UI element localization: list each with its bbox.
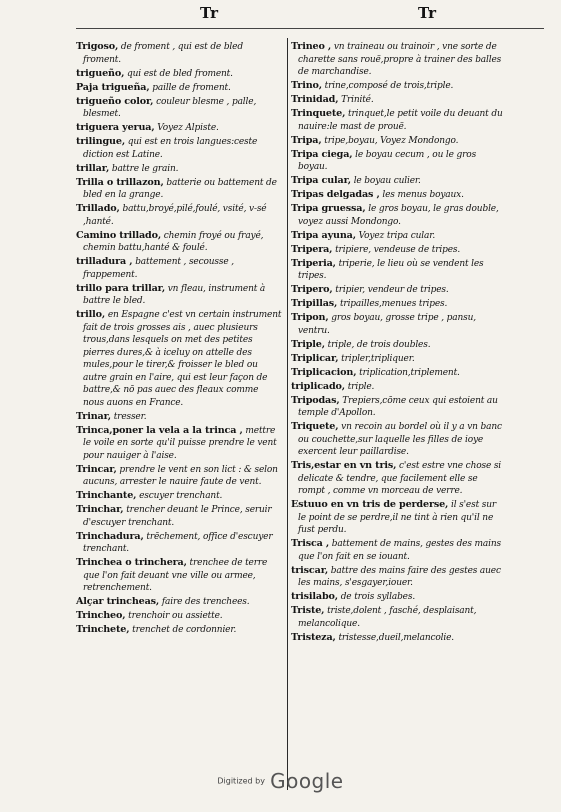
entry-headword: Trinchete,	[76, 624, 130, 635]
entry-definition: vn fleau, instrument à battre le bled.	[83, 283, 266, 306]
entry-definition: triste,dolent , fasché, desplaisant, melancolique.	[298, 606, 477, 629]
entry-definition: en Espagne c'est vn certain instrument fait de trois grosses ais , auec plusieurs trous,dans lesquels on met des petites pierres dures,& à iceluy on attelle des mules,pour le tirer,& froisser le bled ou autre grain en l'aire, qui est leur façon de battre,& nō pas auec des fleaux comme nous auons en France.	[83, 310, 282, 408]
dictionary-entry	[76, 624, 282, 637]
entry-definition: chemin froyé ou frayé, chemin battu,hanté & foulé.	[83, 230, 264, 253]
entry-headword: Tris,estar en vn tris,	[291, 460, 397, 471]
entry-headword: Alçar trincheas,	[76, 596, 160, 607]
dictionary-entry	[291, 135, 503, 148]
entry-headword: Trino,	[291, 80, 322, 91]
entry-definition: Voyez Alpiste.	[154, 123, 219, 133]
entry-definition: trinquet,le petit voile du deuant du nauire:le mast de prouë.	[298, 109, 503, 132]
entry-headword: Triperia,	[291, 257, 336, 269]
dictionary-entry	[291, 244, 503, 257]
entry-headword: Estuuo en vn tris de perderse,	[291, 499, 449, 510]
entry-definition: c'est estre vne chose si delicate & tendre, que facilement elle se rompt , comme vn morceau de verre.	[298, 461, 502, 496]
right-column	[291, 41, 503, 646]
entry-headword: triguera yerua,	[76, 122, 155, 133]
entry-headword: Tripillas,	[291, 298, 338, 309]
entry-headword: Trinar,	[76, 410, 111, 422]
dictionary-entry	[76, 68, 282, 81]
dictionary-entry	[291, 421, 503, 459]
dictionary-entry	[291, 460, 503, 498]
column-divider	[287, 38, 288, 790]
entry-definition: qui est en trois langues:ceste diction est Latine.	[83, 137, 258, 160]
entry-headword: Trisca ,	[291, 538, 330, 549]
entry-definition: triple, de trois doubles.	[324, 339, 431, 350]
dictionary-entry	[291, 591, 503, 604]
entry-headword: Triplicacion,	[291, 366, 357, 378]
entry-definition: battu,broyé,pilé,foulé, vsité, v-sé ,hanté.	[83, 204, 267, 227]
entry-definition: tripiere, vendeuse de tripes.	[332, 244, 461, 255]
entry-headword: triscar,	[291, 564, 329, 576]
entry-definition: batterie ou battement de bled en la grange.	[83, 177, 277, 200]
dictionary-entry	[291, 149, 503, 174]
entry-headword: trillo para trillar,	[76, 282, 166, 294]
entry-headword: Tripas delgadas ,	[291, 189, 380, 200]
entry-headword: Tripa cular,	[291, 175, 351, 186]
entry-headword: Trineo ,	[291, 41, 332, 52]
dictionary-entry	[76, 41, 282, 66]
entry-headword: trillar,	[76, 162, 110, 174]
entry-definition: trine,composé de trois,triple.	[321, 81, 454, 91]
dictionary-entry	[76, 122, 282, 135]
entry-headword: Tristeza,	[291, 631, 336, 643]
entry-headword: trillo,	[76, 309, 106, 320]
entry-headword: Trinchea o trinchera,	[76, 557, 187, 568]
entry-definition: mettre le voile en sorte qu'il puisse prendre le vent pour nauiger à l'aise.	[83, 425, 277, 461]
dictionary-entry	[291, 339, 503, 352]
dictionary-entry	[76, 411, 282, 424]
entry-definition: paille de froment.	[149, 82, 231, 93]
entry-headword: Trinchante,	[76, 490, 137, 501]
dictionary-entry	[76, 230, 282, 255]
entry-definition: tripler,tripliquer.	[338, 353, 415, 364]
entry-definition: le boyau culier.	[350, 176, 421, 186]
entry-definition: trenchee de terre que l'on fait deuant vne ville ou armee, retrenchement.	[83, 558, 268, 593]
dictionary-entry	[76, 557, 282, 595]
entry-definition: Trinité.	[338, 95, 374, 105]
entry-definition: trenchoir ou assiette.	[125, 611, 223, 621]
entry-headword: Triste,	[291, 605, 325, 616]
entry-definition: de froment , qui est de bled froment.	[83, 42, 243, 65]
dictionary-entry	[291, 353, 503, 366]
dictionary-entry	[76, 203, 282, 228]
dictionary-entry	[76, 309, 282, 409]
dictionary-entry	[291, 565, 503, 590]
dictionary-entry	[291, 632, 503, 645]
dictionary-entry	[76, 596, 282, 609]
entry-definition: Voyez tripa cular.	[355, 230, 436, 241]
entry-headword: Triplicar,	[291, 352, 339, 364]
entry-definition: tristesse,dueil,melancolie.	[335, 632, 454, 643]
dictionary-entry	[76, 531, 282, 556]
dictionary-entry	[291, 175, 503, 188]
entry-headword: Trincar,	[76, 463, 117, 475]
dictionary-entry	[76, 283, 282, 308]
dictionary-entry	[291, 94, 503, 107]
entry-headword: Trinchar,	[76, 504, 124, 515]
entry-headword: trigueño,	[76, 67, 125, 79]
dictionary-entry	[76, 464, 282, 489]
dictionary-entry	[76, 96, 282, 121]
entry-headword: Tripa gruessa,	[291, 203, 366, 214]
dictionary-entry	[291, 367, 503, 380]
dictionary-entry	[291, 80, 503, 93]
dictionary-entry	[76, 256, 282, 281]
digitized-by-google-watermark	[0, 769, 561, 793]
entry-headword: Camino trillado,	[76, 229, 162, 241]
entry-definition: vn recoin au bordel où il y a vn banc ou couchette,sur laquelle les filles de ioye exercent leur paillardise.	[298, 422, 502, 457]
entry-definition: trēchement, office d'escuyer trenchant.	[83, 531, 273, 554]
entry-headword: trilingue,	[76, 136, 126, 147]
entry-definition: le boyau cecum , ou le gros boyau.	[298, 149, 477, 172]
entry-headword: Triple,	[291, 338, 325, 350]
entry-headword: Tripero,	[291, 284, 333, 295]
entry-definition: il s'est sur le point de se perdre,il ne tint à rien qu'il ne fust perdu.	[298, 500, 497, 535]
dictionary-entry	[76, 136, 282, 161]
dictionary-entry	[291, 203, 503, 228]
entry-definition: gros boyau, grosse tripe , pansu, ventru.	[298, 313, 476, 336]
entry-headword: Triquete,	[291, 421, 339, 432]
entry-headword: Paja trigueña,	[76, 81, 150, 93]
entry-headword: Trinca,poner la vela a la trinca ,	[76, 424, 243, 436]
entry-headword: Tripera,	[291, 243, 333, 255]
entry-headword: Tripon,	[291, 312, 329, 323]
entry-definition: trencher deuant le Prince, seruir d'escuyer trenchant.	[83, 505, 272, 528]
dictionary-entry	[76, 163, 282, 176]
dictionary-entry	[76, 490, 282, 503]
entry-headword: Tripa,	[291, 134, 322, 146]
entry-definition: prendre le vent en son lict : & selon aucuns, arrester le nauire faute de vent.	[83, 464, 278, 487]
entry-definition: triple.	[344, 381, 375, 392]
entry-definition: le gros boyau, le gras double, voyez aussi Mondongo.	[298, 204, 499, 227]
dictionary-entry	[291, 605, 503, 630]
entry-definition: couleur blesme , palle, blesmet.	[83, 96, 257, 119]
dictionary-entry	[76, 177, 282, 202]
entry-headword: Trigoso,	[76, 41, 119, 52]
entry-definition: tripe,boyau, Voyez Mondongo.	[321, 135, 459, 146]
entry-definition: tripier, vendeur de tripes.	[332, 285, 449, 295]
dictionary-entry	[291, 381, 503, 394]
entry-headword: Trilla o trillazon,	[76, 176, 164, 188]
dictionary-entry	[291, 258, 503, 283]
entry-headword: trisilabo,	[291, 591, 338, 602]
entry-definition: triplication,triplement.	[356, 367, 460, 378]
entry-definition: battre des mains faire des gestes auec les mains, s'esgayer,iouer.	[298, 565, 501, 588]
entry-definition: tripailles,menues tripes.	[337, 299, 448, 309]
dictionary-entry	[291, 395, 503, 420]
dictionary-entry	[76, 610, 282, 623]
header-rule	[76, 28, 544, 29]
entry-definition: battement de mains, gestes des mains que l'on fait en se iouant.	[298, 539, 501, 562]
dictionary-entry	[291, 284, 503, 297]
entry-definition: triperie, le lieu où se vendent les tripes.	[298, 258, 484, 281]
dictionary-entry	[76, 82, 282, 95]
dictionary-entry	[291, 499, 503, 537]
dictionary-entry	[291, 41, 503, 79]
entry-definition: tresser.	[110, 411, 147, 422]
watermark-prefix: Digitized by	[217, 776, 265, 786]
entry-headword: Tripodas,	[291, 394, 340, 406]
entry-headword: Trinquete,	[291, 108, 346, 119]
entry-headword: Trincheo,	[76, 610, 126, 621]
entry-definition: les menus boyaux.	[379, 190, 464, 200]
entry-headword: Trillado,	[76, 203, 120, 214]
running-header-left: Tr	[200, 4, 218, 22]
entry-definition: faire des trenchees.	[159, 597, 250, 607]
entry-headword: Tripa ayuna,	[291, 229, 356, 241]
dictionary-entry	[291, 298, 503, 311]
entry-definition: vn traineau ou trainoir , vne sorte de charette sans rouë,propre à trainer des balles de marchandise.	[298, 42, 502, 77]
running-header-right: Tr	[418, 4, 436, 22]
entry-headword: triplicado,	[291, 380, 345, 392]
entry-headword: trigueño color,	[76, 95, 154, 107]
dictionary-entry	[291, 108, 503, 133]
entry-headword: Trinchadura,	[76, 530, 144, 542]
entry-headword: trilladura ,	[76, 256, 133, 267]
dictionary-entry	[76, 504, 282, 529]
entry-definition: qui est de bled froment.	[124, 68, 233, 79]
left-column	[76, 41, 282, 638]
entry-headword: Trinidad,	[291, 94, 339, 105]
entry-definition: escuyer trenchant.	[136, 491, 223, 501]
dictionary-entry	[291, 312, 503, 337]
dictionary-entry	[76, 425, 282, 463]
entry-definition: Trepiers,cōme ceux qui estoient au temple d'Apollon.	[298, 395, 498, 418]
dictionary-entry	[291, 230, 503, 243]
entry-definition: trenchet de cordonnier.	[129, 625, 237, 635]
google-logo: Google	[270, 769, 344, 793]
entry-definition: battement , secousse , frappement.	[83, 257, 234, 280]
dictionary-entry	[291, 189, 503, 202]
entry-definition: battre le grain.	[109, 163, 179, 174]
entry-headword: Tripa ciega,	[291, 148, 353, 160]
dictionary-entry	[291, 538, 503, 563]
entry-definition: de trois syllabes.	[337, 592, 416, 602]
